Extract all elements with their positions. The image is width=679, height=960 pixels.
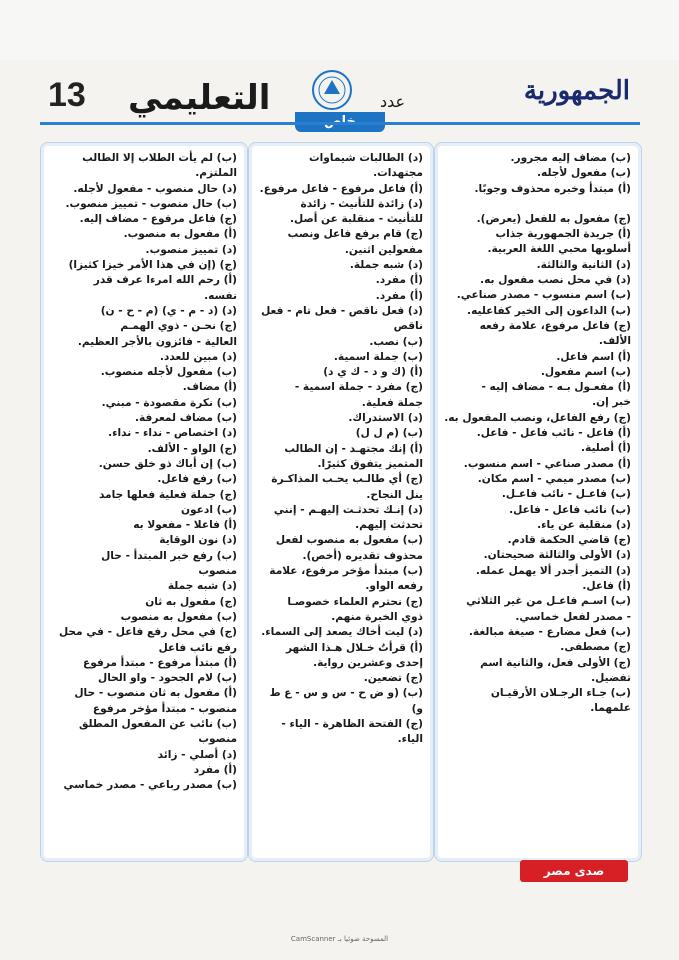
answer-line: (د) (د - م - ي) (م - ح - ن) <box>100 304 237 317</box>
answer-line: (أ) مضاف. <box>182 381 237 394</box>
answer-line: (ج) أي طالـب يحـب المذاكـرة <box>271 473 423 486</box>
answer-line: (ج) مفعول به للفعل (يعرض). <box>476 212 631 225</box>
answer-line: (د) الثانية والثالثة. <box>536 258 631 271</box>
answers-column-middle <box>248 142 434 862</box>
answer-line: (ب) الداعون إلى الخير كفاعليه. <box>467 304 631 317</box>
answer-line: تحدثت إليهم. <box>355 519 423 532</box>
answer-line: (د) في محل نصب مفعول به. <box>480 274 631 287</box>
answer-line: (د) أصلي - زائد <box>157 748 237 761</box>
answer-line: (ج) نحـن - ذوي الهمـم <box>120 320 237 333</box>
answer-line: منصوب <box>198 565 237 578</box>
section-title: التعليمي <box>128 78 271 118</box>
answer-line: ينل النجاح. <box>366 488 423 501</box>
answer-line: (ج) تضعين. <box>363 672 423 685</box>
answer-line: (ب) مصدر رباعي - مصدر خماسي <box>63 779 237 792</box>
answer-line: أسلوبها محبي اللغة العربية. <box>487 243 631 256</box>
answer-line: (ج) الفتحة الظاهرة - الياء - <box>281 717 423 730</box>
answer-line: (أ) مفرد. <box>375 274 423 287</box>
answer-line: منصوب - مبتدأ مؤخر مرفوع <box>92 702 237 715</box>
answer-line: (د) منقلبة عن ياء. <box>537 518 631 531</box>
answer-line: (ج) نحترم العلماء خصوصـا <box>287 595 423 608</box>
answer-line: (ج) قام برفع فاعل ونصب <box>287 228 423 241</box>
answer-line: رفعه الواو. <box>365 580 423 593</box>
answer-line: (د) شبه جملة <box>167 580 237 593</box>
answer-line: (أ) أصلية. <box>581 442 631 455</box>
answer-line: (ج) مفعول به ثان <box>145 595 237 608</box>
answer-line: (أ) فاعلا - مفعولا به <box>133 519 237 532</box>
answer-line: (أ) مفعـول بـه - مضاف إليه - <box>481 381 631 394</box>
answer-line: (ج) رفع الفاعل، ونصب المفعول به. <box>444 411 631 424</box>
answer-line: إحدى وعشرين رواية. <box>313 656 423 669</box>
answer-line: (د) ليت أخاك يصعد إلى السماء. <box>261 626 423 639</box>
answer-line <box>443 197 631 212</box>
answer-line: (أ) إنك مجتهـد - إن الطالب <box>284 442 423 455</box>
answer-line: (ب) رفع فاعل. <box>157 473 237 486</box>
newspaper-brand: الجمهورية <box>523 76 630 106</box>
answer-line: (د) الأولى والثالثة صحيحتان. <box>483 549 631 562</box>
issue-label: عدد <box>380 92 406 111</box>
ministry-logo-icon <box>302 68 362 112</box>
answer-line: (د) فعل ناقص - فعل تام - فعل <box>261 304 423 317</box>
answer-line: (ج) مفرد - جملة اسمية - <box>294 381 423 394</box>
answer-line: (ب) جـاء الرجـلان الأرقيـان <box>490 687 631 700</box>
answer-line: (أ) مبتدأ وخبره محذوف وجوبًا. <box>474 182 631 195</box>
answer-line: (ب) مفعول به منصوب لفعل <box>275 534 423 547</box>
answer-line: (د) الاستدراك. <box>348 412 423 425</box>
answer-line: محذوف تقديره (أخص). <box>302 549 423 562</box>
answer-line: (ب) نكرة مقصودة - مبني. <box>101 396 237 409</box>
answer-line: (د) التميز أجدر ألا يهمل عمله. <box>475 564 631 577</box>
answer-line: (ب) اسم مفعول. <box>540 365 631 378</box>
answer-line: العالية - فائزون بالأجر العظيم. <box>77 335 237 348</box>
answer-line: (ب) لام الجحود - واو الحال <box>98 672 237 685</box>
answer-line: (ج) في محل رفع فاعل - في محل <box>58 626 237 639</box>
answer-line: (ب) مفعول لأجله. <box>537 167 631 180</box>
answer-line: (ب) (و ض ح - س و س - ع ط و) <box>269 687 423 715</box>
answer-line: (د) تمييز منصوب. <box>145 243 237 256</box>
page-header <box>40 60 640 130</box>
answers-column-left <box>40 142 248 862</box>
answer-line: (ب) فاعـل - نائب فاعـل. <box>501 488 631 501</box>
answer-line: (ب) مصدر ميمي - اسم مكان. <box>477 472 631 485</box>
answer-line: (ج) مصطفى. <box>560 641 631 654</box>
answer-line: - مصدر لفعل خماسي. <box>515 610 631 623</box>
answer-line: (ب) اسـم فاعـل من غير الثلاثي <box>466 595 631 608</box>
answer-line: المتميز يتفوق كثيرًا. <box>317 457 423 470</box>
site-watermark: صدى مصر <box>520 860 628 882</box>
answer-line: (ج) فاعل مرفوع - مضاف إليه. <box>79 213 237 226</box>
answer-line: (ج) الأولى فعل، والثانية اسم <box>480 656 631 669</box>
answer-line: (ج) جملة فعلية فعلها جامد <box>98 488 237 501</box>
answer-line: للتأنيث - منقلبة عن أصل. <box>290 213 423 226</box>
answer-line: (أ) مفرد <box>193 763 237 776</box>
answer-line: (ب) مضاف إليه مجرور. <box>510 152 631 164</box>
answer-line: تفضيل. <box>591 671 631 684</box>
answer-line: (د) نون الوقاية <box>159 534 237 547</box>
answer-line: رفع نائب فاعل <box>158 641 237 654</box>
answer-line: (أ) جريدة الجمهورية جذاب <box>495 228 631 241</box>
answer-line: (ب) مفعول لأجله منصوب. <box>100 366 237 379</box>
answer-line: (أ) فاعل - نائب فاعل - فاعل. <box>476 427 631 440</box>
answer-line: منصوب <box>198 733 237 746</box>
answer-line: (ب) اسم منسوب - مصدر صناعي. <box>456 289 631 302</box>
answer-line: (أ) مفعول به ثان منصوب - حال <box>74 687 237 700</box>
answer-line: الياء. <box>397 733 423 746</box>
answer-line: (ب) رفع خبر المبتدأ - حال <box>101 549 237 562</box>
answer-line: (ج) قاضي الحكمة قادم. <box>507 534 631 547</box>
answer-line: (أ) فاعل. <box>582 580 631 593</box>
answer-line: الملتزم. <box>195 167 237 180</box>
scanner-footer: CamScanner المسوحة ضوئيا بـ <box>290 935 389 943</box>
page-number: 13 <box>48 76 86 114</box>
answer-line: (أ) مفرد. <box>375 289 423 302</box>
answer-line: (ب) ادعون <box>180 503 237 516</box>
header-divider <box>40 122 640 125</box>
answer-line: (ب) إن أباك ذو خلق حسن. <box>98 457 237 470</box>
answer-line: (أ) (ك و د - ك ي د) <box>323 366 423 379</box>
answer-line: (ب) نصب. <box>369 335 423 348</box>
answer-line: الألف. <box>598 335 631 348</box>
answer-line: (ب) جملة اسمية. <box>333 350 423 363</box>
answer-line: (د) حال منصوب - مفعول لأجله. <box>73 182 237 195</box>
answer-line: (أ) مصدر صناعي - اسم منسوب. <box>463 457 631 470</box>
answer-line: (ب) نائب فاعل - فاعل. <box>509 503 631 516</box>
answer-line: (أ) فاعل مرفوع - فاعل مرفوع. <box>259 182 423 195</box>
answer-line: جملة فعلية. <box>361 396 423 409</box>
answer-line: (ب) حال منصوب - تمييز منصوب. <box>65 197 237 210</box>
answer-line: علمهما. <box>590 702 631 715</box>
top-margin <box>0 0 679 60</box>
answer-line: خبر إن. <box>592 396 631 409</box>
answer-line: ذوي الخبرة منهم. <box>331 610 423 623</box>
answer-line: (أ) رحم الله امرءا عرف قدر <box>93 274 237 287</box>
answer-line: (ب) لم يأت الطلاب إلا الطالب <box>82 152 237 164</box>
answer-line: (د) الطالبات شيماوات مجتهدات. <box>308 152 423 180</box>
answer-line: (د) مبين للعدد. <box>159 350 237 363</box>
answer-line: (ب) مفعول به منصوب <box>120 610 237 623</box>
answer-line: (ب) مبتدأ مؤخر مرفوع، علامة <box>269 565 423 578</box>
answer-line: مفعولين اثنين. <box>344 243 423 256</box>
answer-line: (ب) نائب عن المفعول المطلق <box>78 717 237 730</box>
answer-line: (د) اختصاص - نداء - نداء. <box>108 427 237 440</box>
answer-line: (د) شبه جملة. <box>349 259 423 272</box>
answer-line: نفسه. <box>204 289 237 302</box>
answer-line: (د) إنـك تحدثـت إليهـم - إنني <box>273 503 423 516</box>
answer-line: (د) زائدة للتأنيث - زائدة <box>300 197 423 210</box>
answer-line: (ج) الواو - الألف. <box>147 442 237 455</box>
answer-line: (ج) (إن في هذا الأمر خيزا كثيزا) <box>68 259 237 272</box>
answer-line: (أ) اسم فاعل. <box>556 350 631 363</box>
answer-line: (ب) فعل مضارع - صيغة مبالغة. <box>468 625 631 638</box>
answer-line: (ب) (م ل ل) <box>355 427 423 440</box>
answer-line: ناقص <box>393 320 423 333</box>
answer-line: (أ) مفعول به منصوب. <box>123 228 237 241</box>
answer-line: (ج) فاعل مرفوع، علامة رفعه <box>479 319 631 332</box>
answers-column-right <box>434 142 642 862</box>
answer-line: (ب) مضاف لمعرفة. <box>134 412 237 425</box>
answer-line: (أ) قرأتُ خـلال هـذا الشهر <box>285 641 423 654</box>
answer-line: (أ) مبتدأ مرفوع - مبتدأ مرفوع <box>83 656 237 669</box>
